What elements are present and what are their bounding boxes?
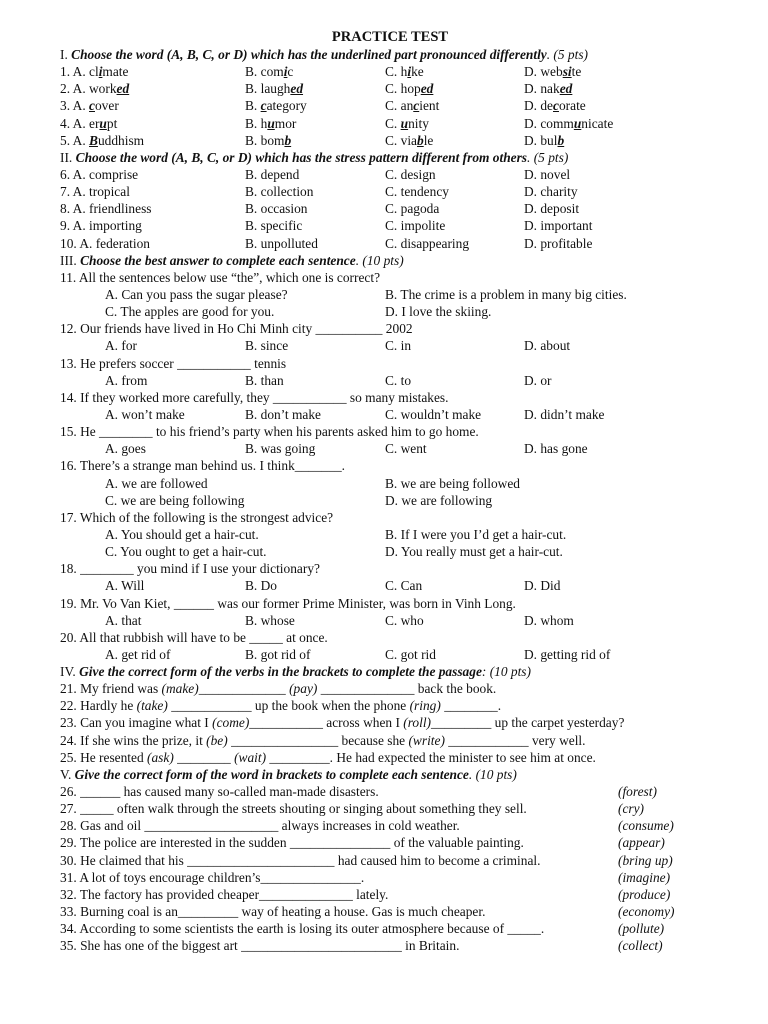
option-d: D. didn’t make — [524, 406, 605, 422]
option-c: C. wouldn’t make — [385, 406, 482, 422]
verb-hint: (make) — [161, 681, 199, 697]
options-row — [60, 577, 720, 594]
option-a: A. won’t make — [105, 406, 185, 422]
option-text: D. bul — [524, 132, 558, 148]
underlined-part: u — [573, 115, 582, 131]
question-6 — [60, 166, 720, 183]
question-33 — [60, 903, 720, 920]
option-b: B. Do — [245, 578, 277, 594]
option-d: D. deposit — [524, 201, 580, 217]
option-c: C. disappearing — [385, 235, 470, 251]
option-text: C. via — [385, 132, 417, 148]
option-a: 10. A. federation — [60, 235, 150, 251]
section-3-heading — [60, 252, 720, 269]
section-instruction: Give the correct form of the verbs in the brackets to complete the passage — [79, 664, 482, 680]
option-b: B. occasion — [245, 201, 308, 217]
options-row — [60, 406, 720, 423]
option-b: B. we are being followed — [385, 475, 520, 491]
option-d: D. getting rid of — [524, 646, 611, 662]
question-34 — [60, 920, 720, 937]
option-a — [60, 132, 144, 149]
question-32 — [60, 886, 720, 903]
option-d: D. about — [524, 338, 571, 354]
underlined-part: ed — [290, 81, 304, 97]
option-c: C. design — [385, 166, 436, 182]
sentence-part: ____________ very well. — [444, 732, 586, 748]
question-text: 35. She has one of the biggest art ________________________ in Britain. — [60, 938, 460, 954]
section-instruction: Choose the best answer to complete each sentence — [80, 252, 356, 268]
question-text: 15. He ________ to his friend’s party when his parents asked him to go home. — [60, 424, 479, 440]
underlined-part: u — [267, 115, 275, 131]
question-2 — [60, 80, 720, 97]
option-b — [245, 97, 307, 114]
option-d: D. Did — [524, 578, 561, 594]
underlined-part: c — [260, 98, 267, 114]
sentence-part: 24. If she wins the prize, it — [60, 732, 207, 748]
options-row — [60, 543, 720, 560]
option-a — [60, 97, 119, 114]
option-a: A. goes — [105, 441, 146, 457]
underlined-part: si — [562, 64, 572, 80]
verb-hint: (come) — [212, 715, 250, 731]
underlined-part: c — [553, 98, 559, 114]
word-hint: (economy) — [618, 904, 675, 920]
option-c: C. got rid — [385, 646, 436, 662]
option-a — [60, 80, 129, 97]
section-points: . (5 pts) — [546, 47, 589, 62]
option-text: ke — [411, 64, 424, 80]
underlined-part: c — [89, 98, 95, 114]
option-text: le — [423, 132, 434, 148]
question-13 — [60, 355, 720, 372]
option-c: C. who — [385, 612, 424, 628]
option-b: B. depend — [245, 166, 300, 182]
option-text: D. nak — [524, 81, 560, 97]
question-text: 28. Gas and oil ____________________ always increases in cold weather. — [60, 818, 460, 834]
verb-hint: (be) — [206, 732, 228, 748]
option-text: ient — [419, 98, 440, 114]
option-b — [245, 63, 293, 80]
question-19 — [60, 595, 720, 612]
option-d: D. we are following — [385, 492, 493, 508]
question-29 — [60, 834, 720, 851]
option-text: C. h — [385, 64, 408, 80]
options-row — [60, 303, 720, 320]
option-text: B. h — [245, 115, 268, 131]
option-d: D. whom — [524, 612, 574, 628]
underlined-part: b — [417, 132, 424, 148]
sentence-part: 22. Hardly he — [60, 698, 137, 714]
question-7 — [60, 183, 720, 200]
question-3 — [60, 97, 720, 114]
question-text — [60, 732, 586, 749]
option-a — [60, 115, 117, 132]
word-hint: (bring up) — [618, 852, 673, 868]
option-c — [385, 115, 429, 132]
option-text: C. — [385, 115, 401, 131]
word-hint: (cry) — [618, 801, 645, 817]
underlined-part: i — [98, 64, 103, 80]
option-a: 9. A. importing — [60, 218, 142, 234]
underlined-part: u — [400, 115, 409, 131]
sentence-part: ________________ because she — [227, 732, 409, 748]
section-2-heading — [60, 149, 720, 166]
option-c — [385, 63, 424, 80]
question-25 — [60, 749, 720, 766]
option-text: 1. A. cl — [60, 64, 99, 80]
question-17 — [60, 509, 720, 526]
option-text: 5. A. — [60, 132, 90, 148]
question-text: 11. All the sentences below use “the”, which one is correct? — [60, 269, 381, 285]
question-text: 13. He prefers soccer ___________ tennis — [60, 355, 287, 371]
question-text: 34. According to some scientists the earth is losing its outer atmosphere because of _____. — [60, 921, 545, 937]
option-text: B. bom — [245, 132, 285, 148]
sentence-part: _________. He had expected the minister to see him at once. — [266, 749, 596, 765]
option-d — [524, 132, 564, 149]
word-hint: (appear) — [618, 835, 665, 851]
underlined-part: c — [413, 98, 420, 114]
question-text: 18. ________ you mind if I use your dictionary? — [60, 561, 320, 577]
question-22 — [60, 697, 720, 714]
option-a: A. Will — [105, 578, 145, 594]
underlined-part: i — [407, 64, 412, 80]
option-a: A. that — [105, 612, 142, 628]
section-points: . (10 pts) — [468, 766, 517, 782]
question-27 — [60, 800, 720, 817]
sentence-part: ________. — [440, 698, 502, 714]
question-text: 17. Which of the following is the strongest advice? — [60, 509, 334, 525]
options-row — [60, 526, 720, 543]
option-c: C. pagoda — [385, 201, 440, 217]
question-text: 14. If they worked more carefully, they ___________ so many mistakes. — [60, 389, 449, 405]
section-points: . (10 pts) — [355, 252, 404, 268]
verb-hint: (wait) — [234, 749, 267, 765]
option-b: B. since — [245, 338, 289, 354]
sentence-part: ________ — [173, 749, 235, 765]
option-c: C. in — [385, 338, 412, 354]
section-number: V. — [60, 766, 72, 782]
option-text: 4. A. er — [60, 115, 100, 131]
option-d — [524, 63, 581, 80]
question-14 — [60, 389, 720, 406]
sentence-part: 23. Can you imagine what I — [60, 715, 213, 731]
options-row — [60, 646, 720, 663]
option-d: D. important — [524, 218, 593, 234]
sentence-part: 25. He resented — [60, 749, 148, 765]
option-b — [245, 132, 291, 149]
sentence-part: _________ up the carpet yesterday? — [431, 715, 625, 731]
section-number: II. — [60, 149, 73, 165]
option-d: D. I love the skiing. — [385, 304, 492, 320]
option-d: D. has gone — [524, 441, 588, 457]
underlined-part: b — [557, 132, 565, 148]
option-c: C. The apples are good for you. — [105, 304, 275, 320]
section-number: IV. — [60, 664, 76, 680]
option-b: B. unpolluted — [245, 235, 318, 251]
option-a: 8. A. friendliness — [60, 201, 152, 217]
question-20 — [60, 629, 720, 646]
option-text: mate — [102, 64, 129, 80]
option-text: 3. A. — [60, 98, 90, 114]
option-b: B. whose — [245, 612, 295, 628]
option-d — [524, 115, 613, 132]
sentence-part: ____________ up the book when the phone — [167, 698, 410, 714]
option-a: A. from — [105, 372, 148, 388]
underlined-part: ed — [116, 81, 130, 97]
option-d: D. novel — [524, 166, 571, 182]
option-d: D. profitable — [524, 235, 593, 251]
section-4-heading — [60, 663, 720, 680]
options-row — [60, 337, 720, 354]
option-a: A. we are followed — [105, 475, 208, 491]
verb-hint: (pay) — [289, 681, 318, 697]
option-c — [385, 132, 433, 149]
question-4 — [60, 115, 720, 132]
question-8 — [60, 200, 720, 217]
word-hint: (collect) — [618, 938, 663, 954]
option-c — [385, 97, 439, 114]
underlined-part: u — [99, 115, 107, 131]
question-text — [60, 749, 596, 766]
option-a: A. get rid of — [105, 646, 171, 662]
question-text — [60, 714, 624, 731]
option-text: orate — [558, 98, 586, 114]
option-text: C. an — [385, 98, 414, 114]
word-hint: (produce) — [618, 886, 671, 902]
word-hint: (pollute) — [618, 921, 665, 937]
option-d: D. charity — [524, 184, 578, 200]
question-5 — [60, 132, 720, 149]
question-28 — [60, 817, 720, 834]
option-a: A. You should get a hair-cut. — [105, 526, 259, 542]
question-text: 29. The police are interested in the sudden _______________ of the valuable painting. — [60, 835, 524, 851]
page-title: PRACTICE TEST — [331, 29, 449, 45]
question-10 — [60, 235, 720, 252]
sentence-part: ___________ across when I — [249, 715, 404, 731]
verb-hint: (take) — [136, 698, 168, 714]
question-text: 26. ______ has caused many so-called man-made disasters. — [60, 784, 379, 800]
question-text: 27. _____ often walk through the streets shouting or singing about something they sell. — [60, 801, 527, 817]
option-b: B. than — [245, 372, 284, 388]
option-text: 2. A. work — [60, 81, 117, 97]
option-a: 7. A. tropical — [60, 184, 130, 200]
sentence-part: _____________ — [198, 681, 290, 697]
section-1-heading — [60, 46, 720, 63]
option-text: c — [287, 64, 294, 80]
section-number: III. — [60, 252, 77, 268]
option-text: B. laugh — [245, 81, 291, 97]
option-c: C. You ought to get a hair-cut. — [105, 544, 267, 560]
underlined-part: B — [89, 132, 98, 148]
question-23 — [60, 714, 720, 731]
option-b: B. got rid of — [245, 646, 311, 662]
option-text: ategory — [266, 98, 307, 114]
option-text: D. web — [524, 64, 563, 80]
option-text: te — [571, 64, 582, 80]
option-c: C. tendency — [385, 184, 449, 200]
question-text: 19. Mr. Vo Van Kiet, ______ was our former Prime Minister, was born in Vinh Long. — [60, 595, 516, 611]
question-text: 20. All that rubbish will have to be _____ at once. — [60, 629, 328, 645]
option-a: A. for — [105, 338, 137, 354]
option-c: C. went — [385, 441, 427, 457]
question-text: 33. Burning coal is an_________ way of heating a house. Gas is much cheaper. — [60, 904, 486, 920]
option-text: D. comm — [524, 115, 574, 131]
option-text: mor — [274, 115, 297, 131]
option-d: D. or — [524, 372, 552, 388]
word-hint: (imagine) — [618, 869, 671, 885]
option-text: over — [94, 98, 119, 114]
practice-test-page — [60, 28, 720, 954]
option-b: B. If I were you I’d get a hair-cut. — [385, 526, 567, 542]
question-35 — [60, 937, 720, 954]
sentence-part: 21. My friend was — [60, 681, 162, 697]
option-a — [60, 63, 128, 80]
question-12 — [60, 320, 720, 337]
question-text — [60, 697, 501, 714]
option-a: A. Can you pass the sugar please? — [105, 286, 288, 302]
section-instruction: Choose the word (A, B, C, or D) which has the stress pattern different from others — [75, 149, 528, 165]
verb-hint: (ask) — [147, 749, 174, 765]
option-c: C. Can — [385, 578, 423, 594]
sentence-part: ______________ back the book. — [317, 681, 497, 697]
verb-hint: (write) — [408, 732, 445, 748]
question-11 — [60, 269, 720, 286]
option-text: pt — [106, 115, 118, 131]
question-9 — [60, 217, 720, 234]
options-row — [60, 612, 720, 629]
section-points: . (5 pts) — [527, 149, 569, 165]
option-b: B. collection — [245, 184, 314, 200]
option-text: D. de — [524, 98, 554, 114]
section-points: : (10 pts) — [481, 664, 531, 680]
underlined-part: i — [283, 64, 288, 80]
options-row — [60, 440, 720, 457]
option-c — [385, 80, 433, 97]
option-d — [524, 80, 572, 97]
option-b: B. don’t make — [245, 406, 321, 422]
question-16 — [60, 457, 720, 474]
option-text: nicate — [581, 115, 614, 131]
verb-hint: (ring) — [409, 698, 441, 714]
question-15 — [60, 423, 720, 440]
option-c: C. impolite — [385, 218, 446, 234]
option-b: B. specific — [245, 218, 303, 234]
question-text: 31. A lot of toys encourage children’s_______________. — [60, 869, 365, 885]
underlined-part: b — [284, 132, 292, 148]
option-b — [245, 115, 296, 132]
section-instruction: Choose the word (A, B, C, or D) which has the underlined part pronounced differently — [71, 47, 547, 62]
option-b — [245, 80, 303, 97]
options-row — [60, 372, 720, 389]
question-text — [60, 680, 496, 697]
section-instruction: Give the correct form of the word in brackets to complete each sentence — [74, 766, 469, 782]
question-26 — [60, 783, 720, 800]
question-1 — [60, 63, 720, 80]
word-hint: (forest) — [618, 784, 657, 800]
option-b: B. was going — [245, 441, 316, 457]
option-d — [524, 97, 586, 114]
section-5-heading — [60, 766, 720, 783]
options-row — [60, 492, 720, 509]
option-d: D. You really must get a hair-cut. — [385, 544, 563, 560]
question-21 — [60, 680, 720, 697]
options-row — [60, 286, 720, 303]
option-b: B. The crime is a problem in many big cities. — [385, 286, 627, 302]
question-18 — [60, 560, 720, 577]
section-number: I. — [60, 47, 68, 62]
question-text: 30. He claimed that his ______________________ had caused him to become a criminal. — [60, 852, 541, 868]
underlined-part: ed — [559, 81, 573, 97]
options-row — [60, 475, 720, 492]
word-hint: (consume) — [618, 818, 674, 834]
option-text: nity — [408, 115, 429, 131]
option-text: C. hop — [385, 81, 421, 97]
option-text: B. — [245, 98, 261, 114]
option-text: B. com — [245, 64, 284, 80]
option-c: C. to — [385, 372, 412, 388]
question-text: 16. There’s a strange man behind us. I think_______. — [60, 458, 345, 474]
underlined-part: ed — [420, 81, 434, 97]
question-text: 32. The factory has provided cheaper______________ lately. — [60, 886, 389, 902]
verb-hint: (roll) — [403, 715, 432, 731]
question-24 — [60, 732, 720, 749]
question-31 — [60, 869, 720, 886]
option-a: 6. A. comprise — [60, 166, 139, 182]
option-text: uddhism — [97, 132, 145, 148]
option-c: C. we are being following — [105, 492, 245, 508]
question-text: 12. Our friends have lived in Ho Chi Minh city __________ 2002 — [60, 321, 413, 337]
question-30 — [60, 852, 720, 869]
